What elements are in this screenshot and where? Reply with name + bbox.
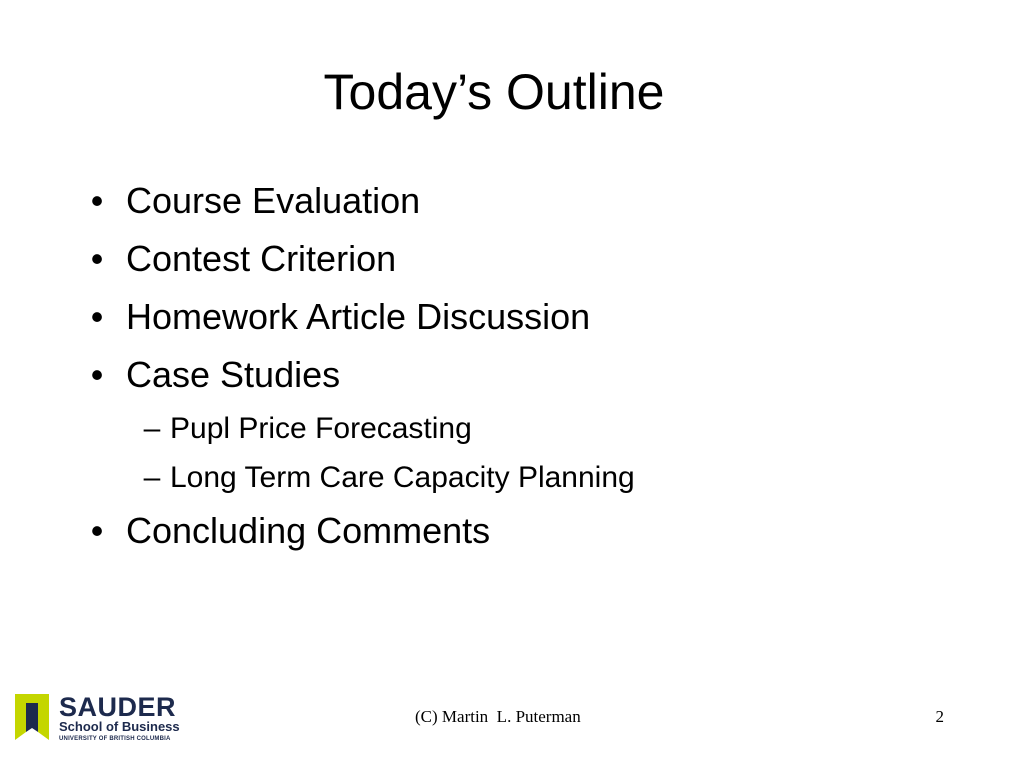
outline-item-case-studies [84,346,964,502]
logo-name: SAUDER [59,692,177,722]
sub-item-label: Long Term Care Capacity Planning [170,461,635,494]
sub-item-label: Pupl Price Forecasting [170,412,472,445]
outline-item-course-evaluation [84,172,964,230]
bullet-icon: • [90,510,104,551]
logo-school: School of Business [59,719,180,734]
logo-university: UNIVERSITY OF BRITISH COLUMBIA [59,736,171,742]
bullet-icon: • [90,296,104,337]
bullet-icon: • [90,238,104,279]
footer-credit: (C) Martin L. Puterman [415,707,581,726]
bullet-icon: • [90,180,104,221]
outline-item-concluding-comments [84,502,964,560]
dash-icon: – [143,412,161,445]
dash-icon: – [143,461,161,494]
page-number: 2 [935,707,944,726]
outline-item-label: Contest Criterion [126,238,397,279]
bullet-icon: • [90,354,104,395]
outline-list [84,172,964,560]
sauder-logo [15,692,180,752]
outline-item-label: Case Studies [126,354,341,395]
outline-item-label: Homework Article Discussion [126,296,591,337]
outline-item-homework-article-discussion [84,288,964,346]
sub-item-long-term-care-capacity-planning [84,453,964,502]
sauder-logo-mark-icon [15,694,49,740]
slide-title: Today’s Outline [323,64,665,120]
sub-item-pupl-price-forecasting [84,404,964,453]
outline-item-label: Course Evaluation [126,180,421,221]
outline-item-label: Concluding Comments [126,510,491,551]
outline-item-contest-criterion [84,230,964,288]
case-studies-sub-list [126,404,964,502]
